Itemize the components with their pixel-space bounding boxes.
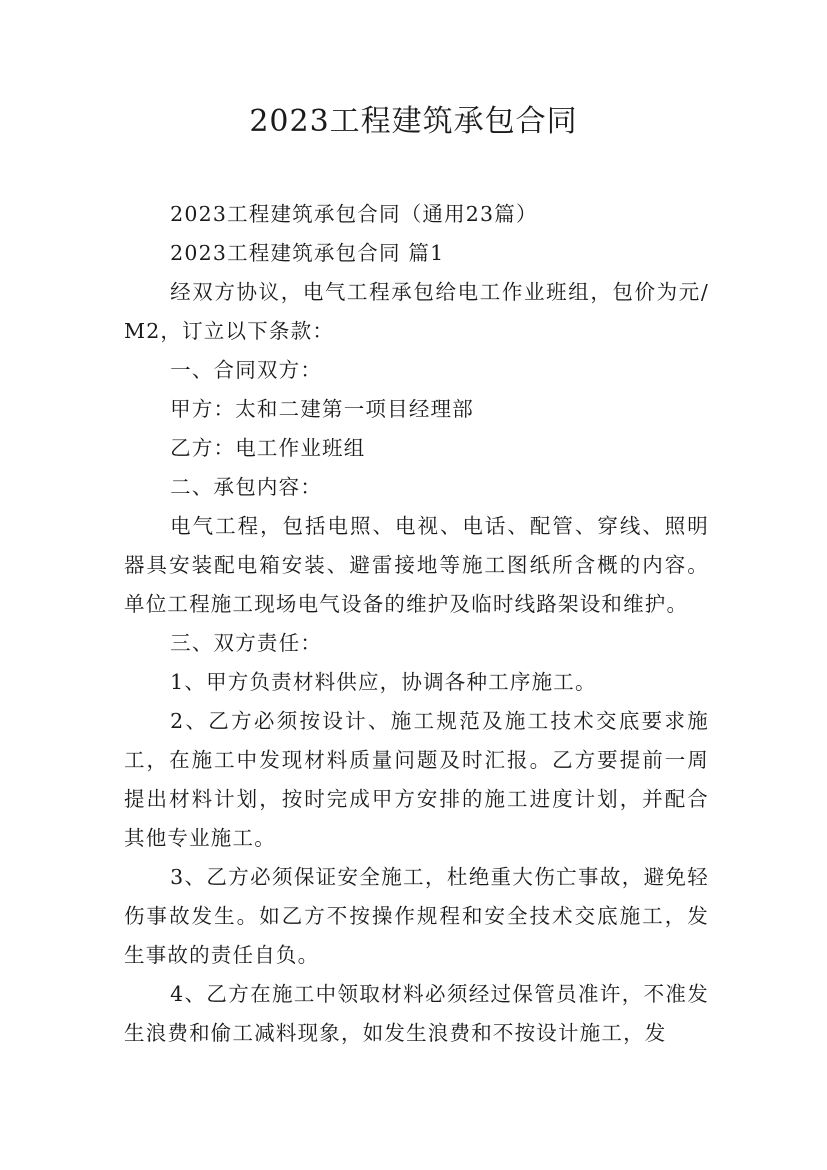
paragraph-duty-4: 4、乙方在施工中领取材料必须经过保管员准许，不准发生浪费和偷工减料现象，如发生浪费和不按设计施工，发 [124, 982, 709, 1045]
paragraph-intro: 经双方协议，电气工程承包给电工作业班组，包价为元/M2，订立以下条款： [124, 280, 709, 343]
paragraph-party-a: 甲方：太和二建第一项目经理部 [170, 397, 474, 421]
document-body [124, 195, 709, 1053]
document-title: 2023工程建筑承包合同 [249, 104, 578, 139]
paragraph-section-heading: 2023工程建筑承包合同 篇1 [170, 241, 445, 265]
paragraph-parties-heading: 一、合同双方： [170, 358, 323, 382]
paragraph-duties-heading: 三、双方责任： [170, 631, 323, 655]
paragraph-scope-heading: 二、承包内容： [170, 475, 323, 499]
paragraph-party-b: 乙方：电工作业班组 [170, 436, 366, 460]
paragraph-subtitle: 2023工程建筑承包合同（通用23篇） [170, 202, 538, 226]
paragraph-duty-2: 2、乙方必须按设计、施工规范及施工技术交底要求施工，在施工中发现材料质量问题及时汇报。乙方要提前一周提出材料计划，按时完成甲方安排的施工进度计划，并配合其他专业施工。 [124, 709, 709, 850]
paragraph-scope-content: 电气工程，包括电照、电视、电话、配管、穿线、照明器具安装配电箱安装、避雷接地等施工图纸所含概的内容。单位工程施工现场电气设备的维护及临时线路架设和维护。 [124, 514, 709, 616]
paragraph-duty-3: 3、乙方必须保证安全施工，杜绝重大伤亡事故，避免轻伤事故发生。如乙方不按操作规程和安全技术交底施工，发生事故的责任自负。 [124, 865, 709, 967]
paragraph-duty-1: 1、甲方负责材料供应，协调各种工序施工。 [170, 670, 597, 694]
